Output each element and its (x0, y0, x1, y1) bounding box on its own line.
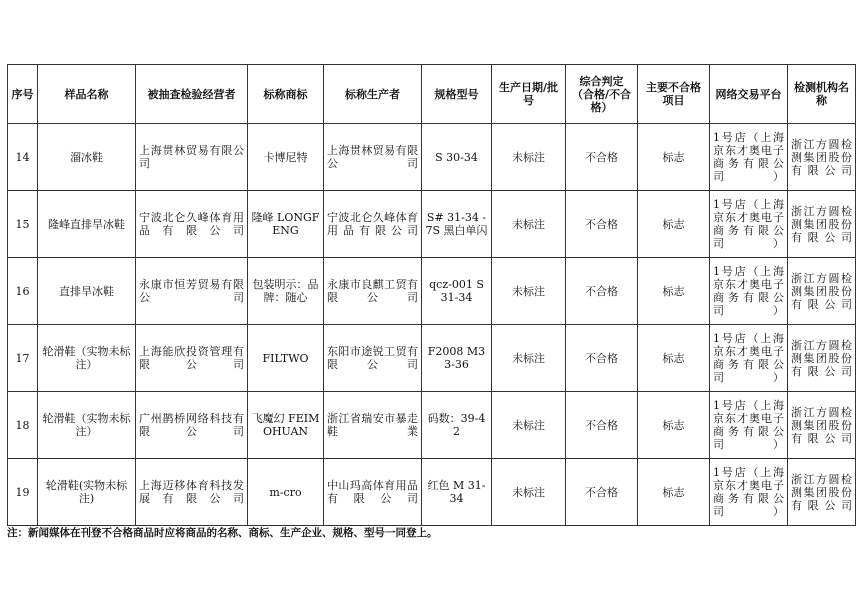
col-lab-cell: 浙江方圆检测集团股份有限公司 (788, 459, 856, 526)
col-index-cell: 17 (8, 325, 38, 392)
col-trademark-cell: 隆峰 LONGFENG (248, 191, 324, 258)
col-index-cell: 15 (8, 191, 38, 258)
col-failed-items-cell: 标志 (638, 191, 710, 258)
col-index-cell: 19 (8, 459, 38, 526)
col-operator-cell: 上海贯林贸易有限公司 (136, 124, 248, 191)
col-production-date-cell: 未标注 (492, 124, 566, 191)
col-index-cell: 14 (8, 124, 38, 191)
col-lab-cell: 浙江方圆检测集团股份有限公司 (788, 392, 856, 459)
col-production-date-header: 生产日期/批号 (492, 65, 566, 124)
col-failed-items-cell: 标志 (638, 392, 710, 459)
col-manufacturer-cell: 永康市良麒工贸有限公司 (324, 258, 422, 325)
col-platform-header: 网络交易平台 (710, 65, 788, 124)
col-production-date-cell: 未标注 (492, 191, 566, 258)
col-trademark-cell: 包装明示：品牌：随心 (248, 258, 324, 325)
inspection-results-table (7, 64, 856, 526)
col-spec-header: 规格型号 (422, 65, 492, 124)
table-body (8, 124, 856, 526)
col-manufacturer-cell: 宁波北仑久峰体育用品有限公司 (324, 191, 422, 258)
col-spec-cell: qcz-001 S 31-34 (422, 258, 492, 325)
col-index-cell: 16 (8, 258, 38, 325)
col-failed-items-cell: 标志 (638, 459, 710, 526)
col-judgement-cell: 不合格 (566, 325, 638, 392)
table-row (8, 392, 856, 459)
col-operator-cell: 广州鹊桥网络科技有限公司 (136, 392, 248, 459)
col-operator-cell: 宁波北仑久峰体育用品有限公司 (136, 191, 248, 258)
table-row (8, 459, 856, 526)
col-trademark-cell: FILTWO (248, 325, 324, 392)
col-trademark-header: 标称商标 (248, 65, 324, 124)
inspection-results-table-wrapper (7, 64, 856, 526)
table-row (8, 124, 856, 191)
col-manufacturer-cell: 浙江省瑞安市暴走鞋業 (324, 392, 422, 459)
col-spec-cell: F2008 M33-36 (422, 325, 492, 392)
col-platform-cell: 1号店（上海京东才奥电子商务有限公司） (710, 325, 788, 392)
col-lab-cell: 浙江方圆检测集团股份有限公司 (788, 124, 856, 191)
col-lab-cell: 浙江方圆检测集团股份有限公司 (788, 191, 856, 258)
col-trademark-cell: 卡博尼特 (248, 124, 324, 191)
col-sample-name-cell: 轮滑鞋（实物未标注） (38, 325, 136, 392)
col-production-date-cell: 未标注 (492, 258, 566, 325)
col-spec-cell: S# 31-34 -7S 黑白单闪 (422, 191, 492, 258)
col-trademark-cell: m-cro (248, 459, 324, 526)
col-judgement-header: 综合判定（合格/不合格） (566, 65, 638, 124)
col-production-date-cell: 未标注 (492, 325, 566, 392)
table-row (8, 258, 856, 325)
col-platform-cell: 1号店（上海京东才奥电子商务有限公司） (710, 124, 788, 191)
col-failed-items-cell: 标志 (638, 124, 710, 191)
col-platform-cell: 1号店（上海京东才奥电子商务有限公司） (710, 459, 788, 526)
col-judgement-cell: 不合格 (566, 124, 638, 191)
col-manufacturer-cell: 东阳市途锐工贸有限公司 (324, 325, 422, 392)
col-platform-cell: 1号店（上海京东才奥电子商务有限公司） (710, 191, 788, 258)
table-header-row (8, 65, 856, 124)
col-sample-name-cell: 溜冰鞋 (38, 124, 136, 191)
footnote: 注：新闻媒体在刊登不合格商品时应将商品的名称、商标、生产企业、规格、型号一同登上。 (7, 527, 438, 539)
col-failed-items-cell: 标志 (638, 258, 710, 325)
col-sample-name-cell: 直排旱冰鞋 (38, 258, 136, 325)
col-production-date-cell: 未标注 (492, 392, 566, 459)
col-platform-cell: 1号店（上海京东才奥电子商务有限公司） (710, 258, 788, 325)
col-lab-cell: 浙江方圆检测集团股份有限公司 (788, 325, 856, 392)
col-manufacturer-cell: 中山玛高体育用品有限公司 (324, 459, 422, 526)
col-sample-name-header: 样品名称 (38, 65, 136, 124)
col-operator-cell: 永康市恒芳贸易有限公司 (136, 258, 248, 325)
col-failed-items-cell: 标志 (638, 325, 710, 392)
col-spec-cell: 码数：39-42 (422, 392, 492, 459)
col-index-header: 序号 (8, 65, 38, 124)
table-row (8, 191, 856, 258)
col-operator-cell: 上海能欣投资管理有限公司 (136, 325, 248, 392)
col-judgement-cell: 不合格 (566, 392, 638, 459)
col-judgement-cell: 不合格 (566, 459, 638, 526)
col-spec-cell: 红色 M 31-34 (422, 459, 492, 526)
col-manufacturer-header: 标称生产者 (324, 65, 422, 124)
col-sample-name-cell: 隆峰直排旱冰鞋 (38, 191, 136, 258)
table-row (8, 325, 856, 392)
col-spec-cell: S 30-34 (422, 124, 492, 191)
col-trademark-cell: 飞魔幻 FEIMOHUAN (248, 392, 324, 459)
col-sample-name-cell: 轮滑鞋（实物未标注） (38, 392, 136, 459)
col-judgement-cell: 不合格 (566, 191, 638, 258)
col-failed-items-header: 主要不合格项目 (638, 65, 710, 124)
col-lab-cell: 浙江方圆检测集团股份有限公司 (788, 258, 856, 325)
col-operator-header: 被抽查检验经营者 (136, 65, 248, 124)
col-operator-cell: 上海迈移体育科技发展有限公司 (136, 459, 248, 526)
col-platform-cell: 1号店（上海京东才奥电子商务有限公司） (710, 392, 788, 459)
col-judgement-cell: 不合格 (566, 258, 638, 325)
col-manufacturer-cell: 上海贯林贸易有限公司 (324, 124, 422, 191)
col-production-date-cell: 未标注 (492, 459, 566, 526)
col-sample-name-cell: 轮滑鞋(实物未标注) (38, 459, 136, 526)
col-lab-header: 检测机构名称 (788, 65, 856, 124)
col-index-cell: 18 (8, 392, 38, 459)
